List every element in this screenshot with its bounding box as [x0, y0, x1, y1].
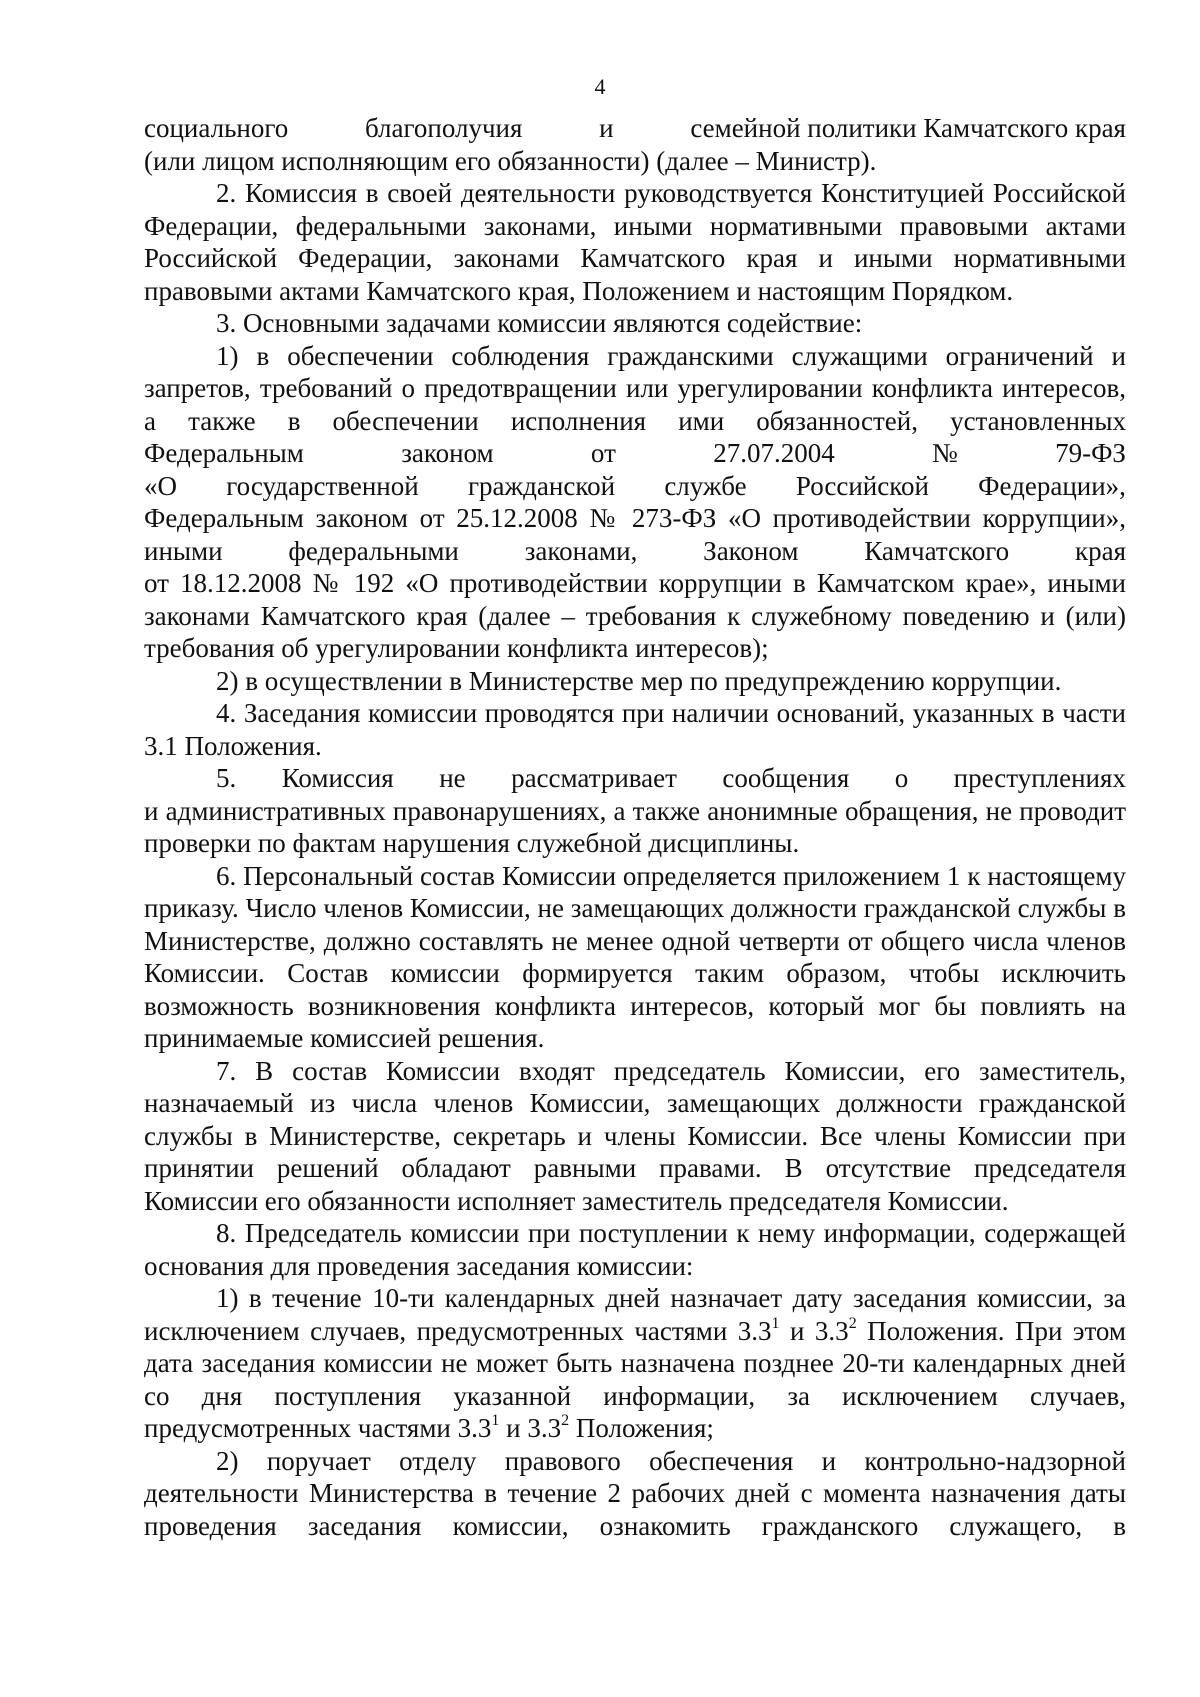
intro-word: семейной политики Камчатского края	[690, 113, 1126, 143]
paragraph-3-item-1-line-a	[144, 437, 1126, 470]
superscript: 2	[561, 1412, 570, 1429]
paragraph-3-item-1-line-d	[144, 535, 1126, 568]
law-word: от	[590, 438, 616, 468]
paragraph-8-item-2: 2) поручает отделу правового обеспечения и контрольно-надзорной деятельности Министерства в течение 2 рабочих дней с момента назначения даты проведения заседания комиссии, ознакомить гражданского служащего, в	[144, 1445, 1126, 1541]
para5-word: рассматривает	[511, 763, 677, 793]
p8-1-text-b: и 3.3	[779, 1315, 849, 1346]
law-word: Законом	[703, 535, 799, 566]
intro-line-2: (или лицом исполняющим его обязанности) (далее – Министр).	[144, 145, 877, 176]
paragraph-5-rest: и административных правонарушениях, а также анонимные обращения, не проводит проверки по фактам нарушения служебной дисциплины.	[144, 795, 1126, 858]
paragraph-5-line-1	[144, 762, 1126, 795]
paragraph-3: 3. Основными задачами комиссии являются содействие:	[216, 308, 863, 338]
law-word: Камчатского	[864, 535, 1010, 566]
paragraph-3-item-1-start: 1) в обеспечении соблюдения гражданскими служащими ограничений и запретов, требований о предотвращении или урегулировании конфликта интересов, а также в обеспечении исполнения ими обязанностей, установленных	[144, 340, 1126, 436]
intro-word: социального	[144, 113, 289, 143]
page-number: 4	[594, 74, 606, 99]
superscript: 2	[848, 1314, 857, 1332]
p8-1-text-d: и 3.3	[499, 1413, 562, 1443]
document-body	[144, 112, 1126, 1542]
law-word: службе	[664, 470, 747, 501]
para5-word: 5.	[216, 763, 237, 793]
para5-word: не	[439, 763, 466, 793]
paragraph-6: 6. Персональный состав Комиссии определяется приложением 1 к настоящему приказу. Число членов Комиссии, не замещающих должности гражданской службы в Министерстве, должно составлять не менее одной четверти от общего числа членов Комиссии. Состав комиссии формируется таким образом, чтобы исключить возможность возникновения конфликта интересов, который мог бы повлиять на принимаемые комиссией решения.	[144, 860, 1126, 1053]
intro-word: благополучия	[364, 113, 523, 143]
paragraph-7: 7. В состав Комиссии входят председатель Комиссии, его заместитель, назначаемый из числа членов Комиссии, замещающих должности гражданской службы в Министерстве, секретарь и члены Комиссии. Все члены Комиссии при принятии решений обладают равными правами. В отсутствие председателя Комиссии его обязанности исполняет заместитель председателя Комиссии.	[144, 1055, 1126, 1216]
law-word: иными	[144, 535, 223, 566]
law-word: законами,	[524, 535, 638, 566]
law-word: государственной	[226, 470, 419, 501]
law-word: гражданской	[467, 470, 616, 501]
law-word: Российской	[795, 470, 929, 501]
paragraph-3-item-1-line-b	[144, 470, 1126, 503]
law-word: Федерации»,	[978, 470, 1126, 501]
p8-1-text-a: 1) в течение 10-ти календарных дней назначает дату заседания комиссии, за исключением случаев, предусмотренных частями 3.3	[144, 1283, 1126, 1346]
para5-word: преступлениях	[953, 763, 1126, 793]
p8-1-text-c: Положения. При этом дата заседания комиссии не может быть назначена позднее 20-ти календарных дней со дня поступления указанной информации, за исключением случаев, предусмотренных частями 3.3	[144, 1315, 1126, 1443]
law-word: федеральными	[288, 535, 459, 566]
paragraph-3-item-1-line-c: Федеральным законом от 25.12.2008 № 273-ФЗ «О противодействии коррупции»,	[144, 503, 1126, 533]
intro-line-1	[144, 112, 1126, 145]
law-word: законом	[401, 438, 494, 468]
intro-word: и	[599, 113, 614, 143]
superscript: 1	[771, 1314, 780, 1332]
law-word: №	[932, 438, 958, 468]
superscript: 1	[491, 1412, 500, 1429]
paragraph-8-item-1	[144, 1282, 1126, 1445]
paragraph-3-item-2: 2) в осуществлении в Министерстве мер по предупреждению коррупции.	[216, 665, 1062, 696]
paragraph-4: 4. Заседания комиссии проводятся при наличии оснований, указанных в части 3.1 Положения.	[144, 698, 1126, 761]
para5-word: о	[894, 763, 909, 793]
paragraph-2: 2. Комиссия в своей деятельности руководствуется Конституцией Российской Федерации, федеральными законами, иными нормативными правовыми актами Российской Федерации, законами Камчатского края и иными нормативными правовыми актами Камчатского края, Положением и настоящим Порядком.	[144, 178, 1126, 306]
p8-1-text-e: Положения;	[569, 1413, 714, 1443]
para5-word: сообщения	[722, 763, 850, 793]
para5-word: Комиссия	[281, 763, 394, 793]
law-word: Федеральным	[144, 438, 304, 468]
law-word: 79-ФЗ	[1055, 438, 1126, 468]
paragraph-3-item-1-end: от 18.12.2008 № 192 «О противодействии коррупции в Камчатском крае», иными законами Камчатского края (далее – требования к служебному поведению и (или) требования об урегулировании конфликта интересов);	[144, 568, 1126, 663]
paragraph-8: 8. Председатель комиссии при поступлении к нему информации, содержащей основания для проведения заседания комиссии:	[144, 1218, 1126, 1281]
law-word: края	[1074, 535, 1126, 566]
law-word: «О	[144, 470, 177, 501]
law-word: 27.07.2004	[713, 438, 835, 468]
